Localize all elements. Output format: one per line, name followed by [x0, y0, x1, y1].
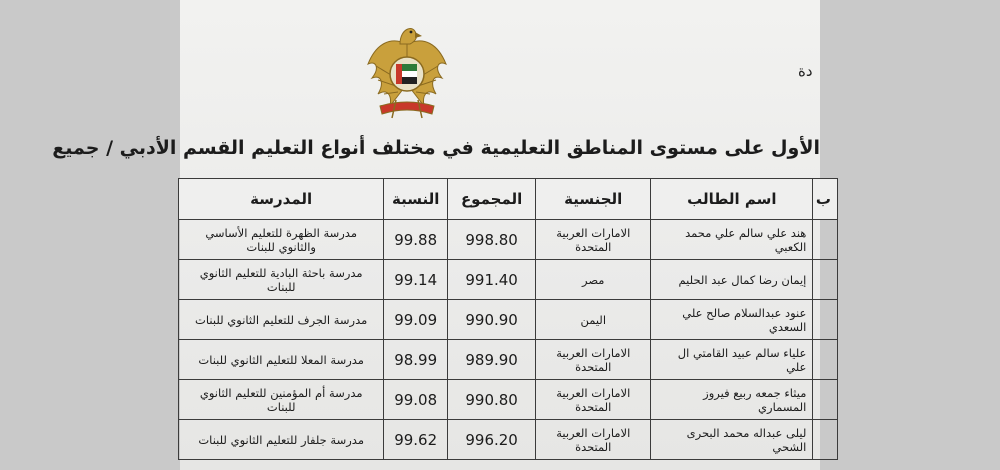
- header-school: المدرسة: [179, 179, 384, 220]
- row-index: [813, 220, 838, 260]
- percentage: 99.08: [384, 380, 448, 420]
- percentage: 98.99: [384, 340, 448, 380]
- student-name: علياء سالم عبيد القامتي ال علي: [651, 340, 813, 380]
- row-index: [813, 260, 838, 300]
- percentage: 99.14: [384, 260, 448, 300]
- row-index: [813, 340, 838, 380]
- school-name: مدرسة أم المؤمنين للتعليم الثانوي للبنات: [179, 380, 384, 420]
- right-margin: [820, 0, 1000, 470]
- total-score: 996.20: [447, 420, 535, 460]
- header-index: ب: [813, 179, 838, 220]
- header-name: اسم الطالب: [651, 179, 813, 220]
- school-name: مدرسة جلفار للتعليم الثانوي للبنات: [179, 420, 384, 460]
- row-index: [813, 420, 838, 460]
- table-row: [179, 380, 838, 420]
- table-row: [179, 220, 838, 260]
- table-row: [179, 300, 838, 340]
- student-name: هند علي سالم علي محمد الكعبي: [651, 220, 813, 260]
- row-index: [813, 380, 838, 420]
- student-name: عنود عبدالسلام صالح علي السعدي: [651, 300, 813, 340]
- row-index: [813, 300, 838, 340]
- student-name: ليلى عبداله محمد البحرى الشحي: [651, 420, 813, 460]
- page-heading: الأول على مستوى المناطق التعليمية في مختلف أنواع التعليم القسم الأدبي / جميع: [52, 137, 820, 159]
- school-name: مدرسة باحثة البادية للتعليم الثانوي للبنات: [179, 260, 384, 300]
- nationality: الامارات العربية المتحدة: [536, 380, 651, 420]
- header-nationality: الجنسية: [536, 179, 651, 220]
- percentage: 99.62: [384, 420, 448, 460]
- school-name: مدرسة الظهرة للتعليم الأساسي والثانوي للبنات: [179, 220, 384, 260]
- total-score: 991.40: [447, 260, 535, 300]
- nationality: الامارات العربية المتحدة: [536, 420, 651, 460]
- uae-eagle-emblem-icon: [366, 14, 448, 122]
- student-name: إيمان رضا كمال عبد الحليم: [651, 260, 813, 300]
- student-name: ميثاء جمعه ربيع فيروز المسماري: [651, 380, 813, 420]
- left-margin: [0, 0, 180, 470]
- header-percent: النسبة: [384, 179, 448, 220]
- total-score: 989.90: [447, 340, 535, 380]
- table-row: [179, 420, 838, 460]
- total-score: 990.80: [447, 380, 535, 420]
- results-table: [178, 178, 838, 460]
- total-score: 998.80: [447, 220, 535, 260]
- corner-text: دة: [798, 62, 813, 80]
- nationality: الامارات العربية المتحدة: [536, 220, 651, 260]
- table-header-row: [179, 179, 838, 220]
- table-row: [179, 260, 838, 300]
- percentage: 99.88: [384, 220, 448, 260]
- total-score: 990.90: [447, 300, 535, 340]
- table-row: [179, 340, 838, 380]
- school-name: مدرسة المعلا للتعليم الثانوي للبنات: [179, 340, 384, 380]
- nationality: اليمن: [536, 300, 651, 340]
- school-name: مدرسة الجرف للتعليم الثانوي للبنات: [179, 300, 384, 340]
- nationality: مصر: [536, 260, 651, 300]
- nationality: الامارات العربية المتحدة: [536, 340, 651, 380]
- percentage: 99.09: [384, 300, 448, 340]
- header-total: المجموع: [447, 179, 535, 220]
- document-page: [52, 0, 831, 470]
